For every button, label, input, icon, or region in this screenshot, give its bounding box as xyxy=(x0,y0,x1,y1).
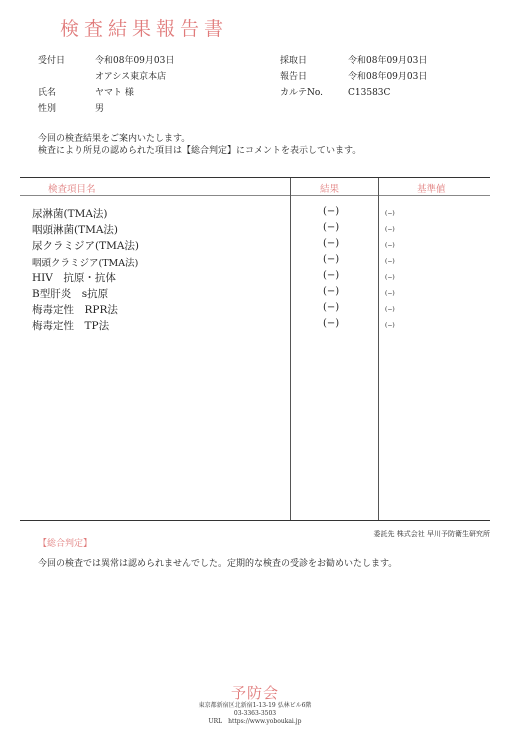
sex-value: 男 xyxy=(95,104,105,114)
chart-value: C13583C xyxy=(348,88,391,98)
chart-label: カルテNo. xyxy=(280,88,323,98)
table-row-item: 咽頭クラミジア(TMA法) xyxy=(32,258,139,269)
name-label: 氏名 xyxy=(38,88,57,98)
table-row-reference: (−) xyxy=(385,290,395,297)
table-row-result: (−) xyxy=(323,302,340,313)
table-row-item: 尿クラミジア(TMA法) xyxy=(32,240,140,252)
table-bottom-rule xyxy=(20,520,490,521)
table-row-result: (−) xyxy=(323,222,340,233)
sampled-value: 令和08年09月03日 xyxy=(348,56,428,66)
footer-address: 東京都新宿区北新宿1-13-19 弘林ビル6階 xyxy=(198,702,312,709)
sex-label: 性別 xyxy=(38,104,57,114)
table-row-result: (−) xyxy=(323,286,340,297)
header-item: 検査項目名 xyxy=(48,184,96,195)
comment-heading: 【総合判定】 xyxy=(38,539,93,549)
table-divider-1 xyxy=(290,178,291,520)
reported-label: 報告日 xyxy=(280,72,308,82)
table-row-reference: (−) xyxy=(385,322,395,329)
page-title: 検査結果報告書 xyxy=(60,18,229,40)
table-row-item: 梅毒定性 RPR法 xyxy=(32,304,118,316)
sampled-label: 採取日 xyxy=(280,56,308,66)
header-result: 結果 xyxy=(320,184,340,195)
footer-logo: 予防会 xyxy=(230,684,279,702)
received-value: 令和08年09月03日 xyxy=(95,56,175,66)
table-row-result: (−) xyxy=(323,238,340,249)
table-header-rule xyxy=(20,195,490,196)
name-value: ヤマト 様 xyxy=(95,88,134,98)
footer-phone: 03-3363-3503 xyxy=(233,710,277,717)
table-row-reference: (−) xyxy=(385,306,395,313)
received-label: 受付日 xyxy=(38,56,66,66)
header-reference: 基準値 xyxy=(417,184,446,195)
table-row-item: 梅毒定性 TP法 xyxy=(32,320,110,332)
table-row-reference: (−) xyxy=(385,242,395,249)
intro-line-1: 今回の検査結果をご案内いたします。 xyxy=(38,134,191,144)
table-row-item: 咽頭淋菌(TMA法) xyxy=(32,224,119,236)
table-row-item: B型肝炎 s抗原 xyxy=(32,288,109,300)
commission-text: 委託先 株式会社 早川予防衛生研究所 xyxy=(373,530,490,538)
table-row-result: (−) xyxy=(323,254,340,265)
store-name: オアシス東京本店 xyxy=(95,72,167,82)
table-row-reference: (−) xyxy=(385,210,395,217)
table-row-item: HIV 抗原・抗体 xyxy=(32,272,116,284)
table-row-reference: (−) xyxy=(385,274,395,281)
table-row-result: (−) xyxy=(323,206,340,217)
table-row-result: (−) xyxy=(323,270,340,281)
intro-text xyxy=(38,133,361,157)
footer-url: URL https://www.yoboukai.jp xyxy=(208,718,302,725)
table-divider-2 xyxy=(378,178,379,520)
comment-text: 今回の検査では異常は認められませんでした。定期的な検査の受診をお勧めいたします。 xyxy=(38,559,398,569)
table-top-rule xyxy=(20,177,490,178)
reported-value: 令和08年09月03日 xyxy=(348,72,428,82)
table-row-result: (−) xyxy=(323,318,340,329)
intro-line-2: 検査により所見の認められた項目は【総合判定】にコメントを表示しています。 xyxy=(38,146,362,156)
table-row-reference: (−) xyxy=(385,258,395,265)
table-row-item: 尿淋菌(TMA法) xyxy=(32,208,108,220)
table-row-reference: (−) xyxy=(385,226,395,233)
